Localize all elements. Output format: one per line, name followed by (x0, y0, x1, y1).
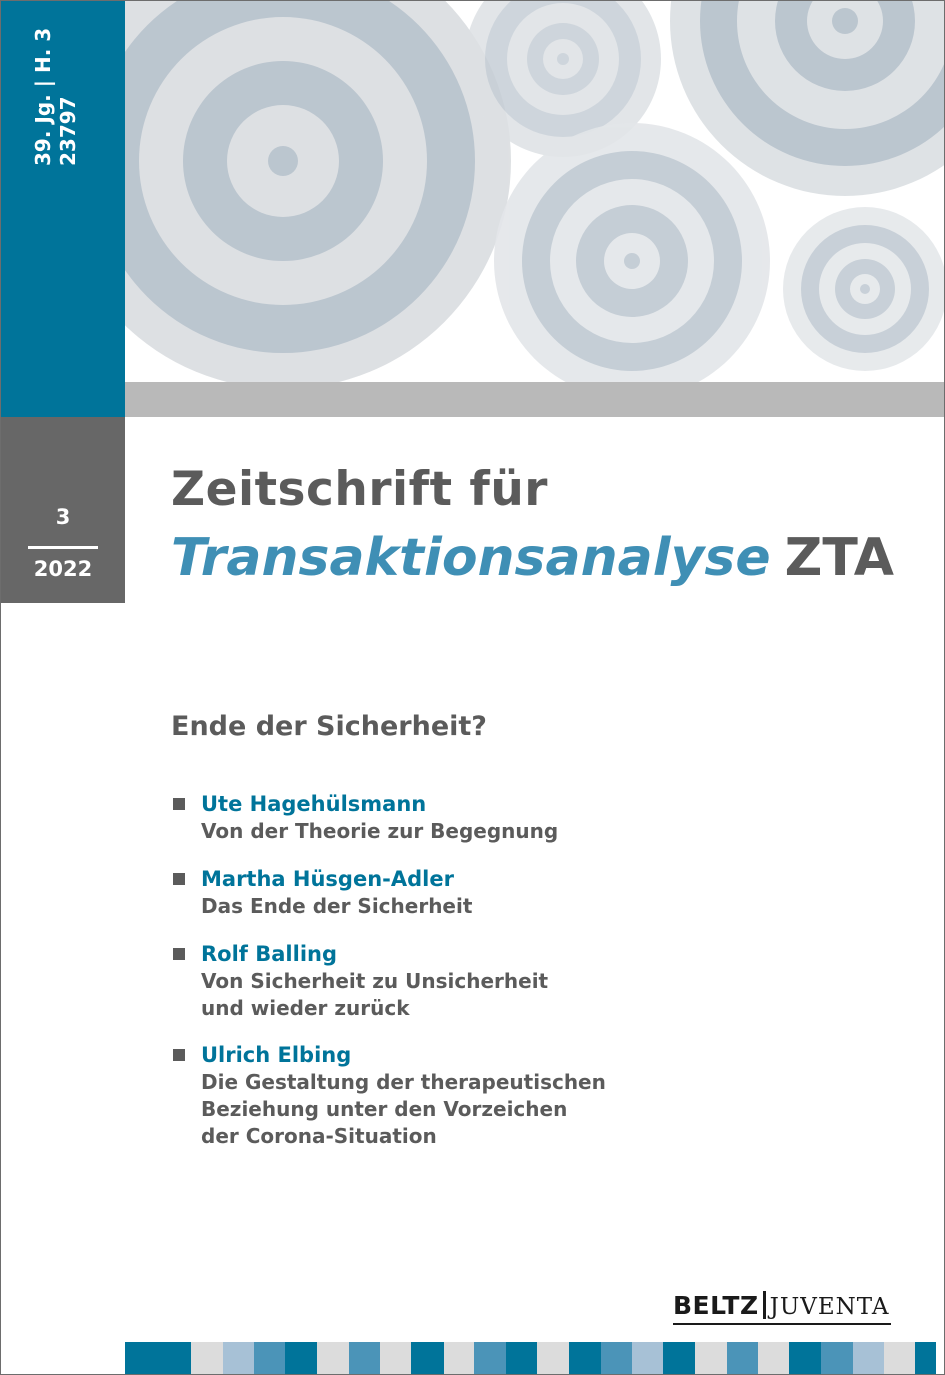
publisher-name-part1: BELTZ (673, 1291, 759, 1320)
circles-illustration (125, 1, 944, 382)
issue-box (1, 417, 125, 603)
entry-title: Die Gestaltung der therapeutischen (201, 1070, 606, 1094)
entry-author: Ute Hagehülsmann (201, 792, 427, 816)
square-bullet-icon (173, 798, 185, 810)
stripe-segment (506, 1342, 537, 1374)
journal-title-line2 (171, 528, 894, 588)
stripe-segment (411, 1342, 444, 1374)
volume-issue-label: 39. Jg. | H. 3 (31, 27, 55, 166)
stripe-segment (380, 1342, 411, 1374)
stripe-segment (569, 1342, 601, 1374)
entry-title: Das Ende der Sicherheit (201, 894, 473, 918)
publisher-separator (763, 1291, 766, 1319)
stripe-segment (254, 1342, 285, 1374)
square-bullet-icon (173, 948, 185, 960)
contents-entry (173, 941, 873, 1022)
gray-divider-band (125, 382, 944, 417)
stripe-segment (727, 1342, 758, 1374)
square-bullet-icon (173, 873, 185, 885)
issn-code-label: 23797 (56, 96, 80, 166)
entry-author: Martha Hüsgen-Adler (201, 867, 454, 891)
journal-title-line1: Zeitschrift für (171, 462, 548, 517)
stripe-segment (758, 1342, 789, 1374)
publisher-underline (673, 1323, 891, 1325)
entry-author: Ulrich Elbing (201, 1043, 352, 1067)
stripe-segment (474, 1342, 506, 1374)
stripe-segment (663, 1342, 695, 1374)
stripe-segment (444, 1342, 474, 1374)
stripe-segment (223, 1342, 254, 1374)
entry-title: und wieder zurück (201, 996, 410, 1020)
journal-title-main: Transaktionsanalyse (171, 528, 771, 588)
concentric-circles-artwork (125, 1, 944, 382)
contents-entry (173, 1042, 873, 1150)
stripe-segment (915, 1342, 936, 1374)
spine-label (1, 1, 125, 417)
stripe-segment (191, 1342, 223, 1374)
stripe-segment (632, 1342, 663, 1374)
issue-theme: Ende der Sicherheit? (171, 711, 487, 742)
issue-divider (28, 546, 98, 549)
journal-abbreviation: ZTA (784, 528, 895, 588)
publisher-name-part2: JUVENTA (769, 1294, 890, 1320)
stripe-segment (349, 1342, 380, 1374)
stripe-segment (537, 1342, 569, 1374)
entry-title: Beziehung unter den Vorzeichen (201, 1097, 568, 1121)
stripe-segment (317, 1342, 349, 1374)
stripe-segment (695, 1342, 727, 1374)
stripe-segment (125, 1342, 191, 1374)
stripe-segment (601, 1342, 632, 1374)
color-stripe (125, 1342, 944, 1374)
entry-title: der Corona-Situation (201, 1124, 437, 1148)
stripe-segment (789, 1342, 821, 1374)
square-bullet-icon (173, 1049, 185, 1061)
contents-list (173, 791, 873, 1150)
stripe-segment (884, 1342, 915, 1374)
issue-number: 3 (55, 505, 71, 529)
entry-title: Von Sicherheit zu Unsicherheit (201, 969, 549, 993)
stripe-segment (853, 1342, 884, 1374)
stripe-segment (285, 1342, 317, 1374)
stripe-segment (821, 1342, 853, 1374)
entry-author: Rolf Balling (201, 942, 337, 966)
publisher-logo (673, 1291, 889, 1320)
contents-entry (173, 866, 873, 920)
entry-title: Von der Theorie zur Begegnung (201, 819, 559, 843)
contents-entry (173, 791, 873, 845)
issue-year: 2022 (33, 557, 93, 581)
